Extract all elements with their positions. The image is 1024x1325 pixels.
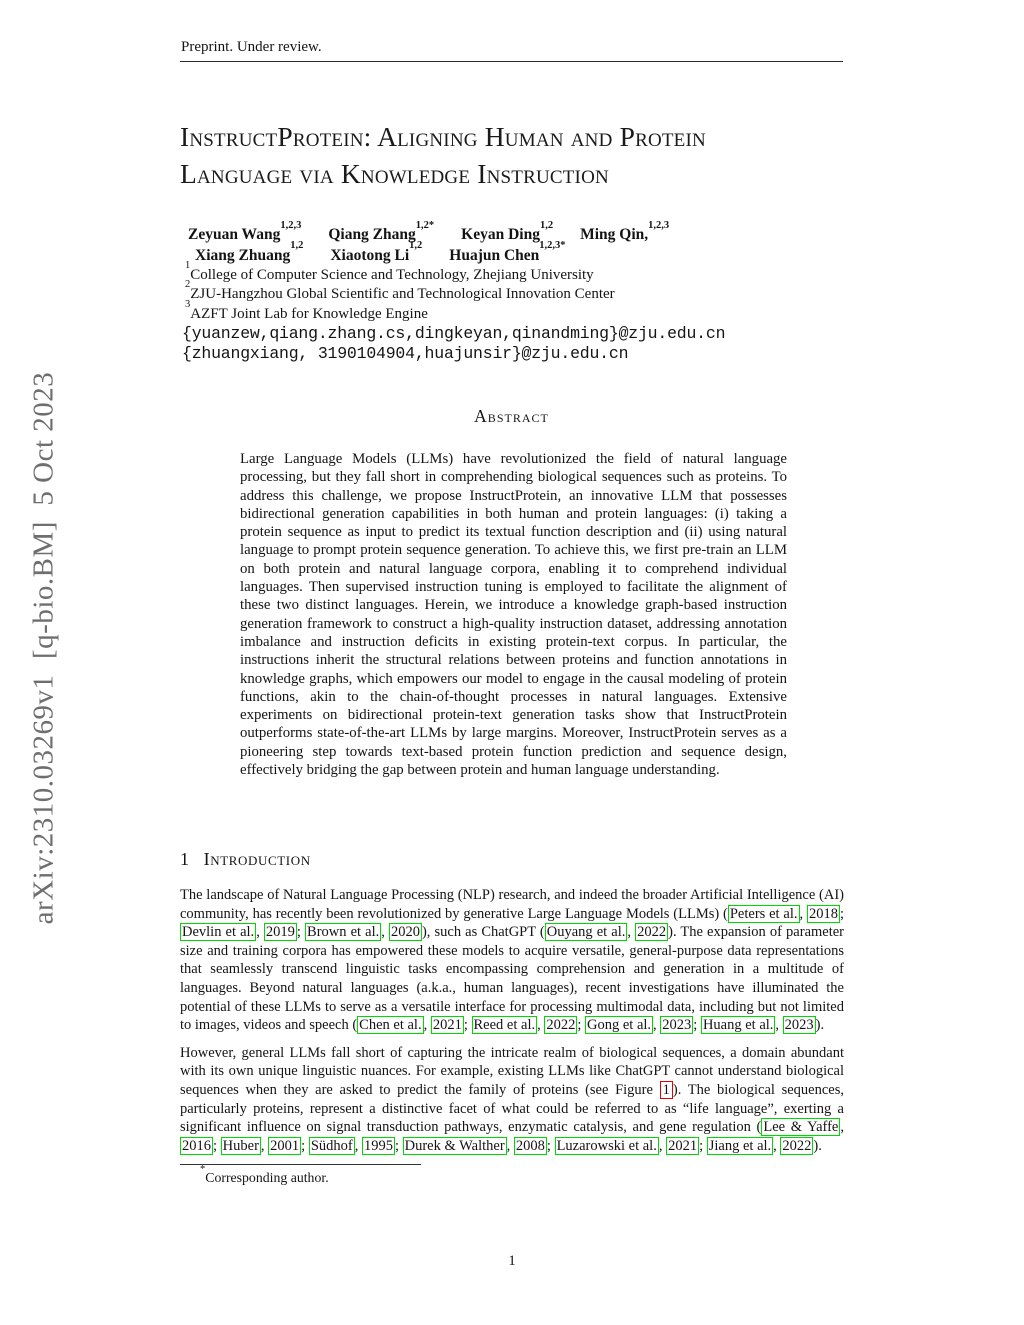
affiliations bbox=[182, 260, 852, 324]
footnote-rule bbox=[180, 1164, 421, 1165]
paper-title bbox=[180, 119, 870, 192]
citation-link[interactable]: Gong et al. bbox=[587, 1017, 652, 1034]
page-number: 1 bbox=[508, 1253, 516, 1269]
header-rule bbox=[180, 61, 843, 62]
citation-link[interactable]: 2018 bbox=[808, 905, 838, 922]
citation-link[interactable]: 2020 bbox=[390, 924, 420, 941]
citation-link[interactable]: Peters et al. bbox=[729, 905, 798, 922]
affiliation-text: College of Computer Science and Technology, Zhejiang University bbox=[190, 267, 594, 283]
author-affil-sup: 1,2,3 bbox=[648, 219, 670, 231]
author-name: Ming Qin,$^{1,2,3}$ bbox=[580, 219, 670, 243]
paragraph: However, general LLMs fall short of capturing the intricate realm of biological sequences, a domain abundant with its own unique linguistic nuances. For example, existing LLMs like ChatGPT cannot understand biological sequences when they are asked to predict the family of proteins (see Figure 1 ). The biological sequences, particularly proteins, represent a distinctive facet of what could be referred to as “life language”, exerting a significant influence on signal transduction pathways, enzymatic catalysis, and gene regulation ( Lee & Yaffe , 2016 ; Huber , 2001 ; Südhof , 1995 ; Durek & Walther , 2008 ; Luzarowski et al. , 2021 ; Jiang et al. , 2022 ). bbox=[180, 1044, 844, 1154]
author-affil-sup: 1,2,3* bbox=[539, 240, 566, 252]
section-heading-introduction bbox=[180, 849, 844, 870]
citation-link[interactable]: 2022 bbox=[637, 924, 667, 941]
author-name: Zeyuan Wang$^{1,2,3}$ bbox=[188, 219, 302, 243]
citation-link[interactable]: 2008 bbox=[515, 1137, 545, 1154]
paper-title-line1: InstructProtein: Aligning Human and Protein bbox=[180, 121, 706, 152]
footnote-marker: * bbox=[200, 1163, 206, 1175]
author-name: Keyan Ding$^{1,2}$ bbox=[461, 219, 554, 243]
author-name: Qiang Zhang$^{1,2*}$ bbox=[328, 219, 435, 243]
author-name: Xiang Zhuang$^{1,2}$ bbox=[195, 240, 304, 264]
author-rows bbox=[182, 219, 852, 266]
citation-link[interactable]: 1995 bbox=[363, 1137, 393, 1154]
citation-link[interactable]: Lee & Yaffe bbox=[763, 1119, 839, 1136]
affiliation-sup: 3 bbox=[185, 298, 191, 310]
author-affil-sup: 1,2 bbox=[290, 240, 304, 252]
citation-link[interactable]: Ouyang et al. bbox=[546, 924, 626, 941]
citation-link[interactable]: 2021 bbox=[432, 1017, 462, 1034]
citation-link[interactable]: Devlin et al. bbox=[182, 924, 255, 941]
citation-link[interactable]: 2016 bbox=[182, 1137, 211, 1154]
citation-link[interactable]: 2021 bbox=[668, 1137, 698, 1154]
affiliation-text: AZFT Joint Lab for Knowledge Engine bbox=[190, 305, 428, 322]
abstract-text: Large Language Models (LLMs) have revolutionized the field of natural language processing, but they fall short in comprehending biological sequences such as proteins. To address this challenge, we propose InstructProtein, an innovative LLM that possesses bidirectional generation capabilities in both human and protein languages: (i) taking a protein sequence as input to predict its textual function description and (ii) using natural language to prompt protein sequence generation. To achieve this, we first pre-train an LLM on both protein and natural language corpora, enabling it to comprehend individual languages. Then supervised instruction tuning is employed to facilitate the alignment of these two distinct languages. Herein, we introduce a knowledge graph-based instruction generation framework to construct a high-quality instruction dataset, addressing annotation imbalance and instruction deficits in existing protein-text corpus. In particular, the instructions inherit the structural relations between proteins and function annotations in knowledge graphs, which empowers our model to engage in the causal modeling of protein functions, akin to the chain-of-thought processes in natural languages. Extensive experiments on bidirectional protein-text generation tasks show that InstructProtein outperforms state-of-the-art LLMs by large margins. Moreover, InstructProtein serves as a pioneering step towards text-based protein function prediction and sequence design, effectively bridging the gap between protein and human language understanding. bbox=[240, 451, 787, 779]
figure-ref-link[interactable]: 1 bbox=[660, 1081, 673, 1099]
author-affil-sup: 1,2* bbox=[415, 219, 435, 231]
citation-link[interactable]: 2022 bbox=[782, 1137, 812, 1154]
citation-link[interactable]: Huber bbox=[222, 1137, 259, 1154]
introduction-paragraphs bbox=[180, 886, 844, 1155]
footnote-text bbox=[180, 1163, 844, 1186]
citation-link[interactable]: 2023 bbox=[662, 1017, 692, 1034]
author-name: Huajun Chen$^{1,2,3*}$ bbox=[449, 240, 566, 264]
email-line: {zhuangxiang, 3190104904,huajunsir}@zju.edu.cn bbox=[182, 343, 629, 363]
email-lines bbox=[182, 324, 852, 363]
footnote bbox=[180, 1164, 844, 1186]
preprint-label: Preprint. Under review. bbox=[181, 39, 322, 55]
citation-link[interactable]: Luzarowski et al. bbox=[556, 1137, 657, 1154]
author-affil-sup: 1,2 bbox=[539, 219, 554, 231]
author-affil-sup: 1,2,3 bbox=[280, 219, 302, 231]
citation-link[interactable]: 2019 bbox=[265, 924, 295, 941]
citation-link[interactable]: 2023 bbox=[784, 1017, 814, 1034]
citation-link[interactable]: Durek & Walther bbox=[404, 1137, 505, 1154]
citation-link[interactable]: 2001 bbox=[270, 1137, 300, 1154]
main-column bbox=[180, 849, 844, 1186]
citation-link[interactable]: 2022 bbox=[546, 1017, 576, 1034]
abstract-heading: Abstract bbox=[474, 406, 549, 426]
author-affil-sup: 1,2 bbox=[409, 240, 423, 252]
citation-link[interactable]: Chen et al. bbox=[359, 1017, 422, 1034]
authors-block bbox=[182, 219, 852, 363]
affiliation-sup: 2 bbox=[185, 279, 191, 291]
author-row bbox=[182, 240, 852, 267]
section-title: Introduction bbox=[203, 849, 311, 869]
affiliation-text: ZJU-Hangzhou Global Scientific and Technological Innovation Center bbox=[190, 286, 615, 303]
paper-title-line2: Language via Knowledge Instruction bbox=[180, 157, 609, 189]
section-number: 1 bbox=[180, 849, 190, 869]
author-row bbox=[182, 219, 852, 246]
affiliation-line bbox=[182, 279, 852, 304]
arxiv-watermark: arXiv:2310.03269v1 [q-bio.BM] 5 Oct 2023 bbox=[27, 371, 60, 925]
citation-link[interactable]: Südhof bbox=[310, 1137, 353, 1154]
footnote-label: Corresponding author. bbox=[205, 1170, 329, 1186]
affiliation-sup: 1 bbox=[185, 260, 191, 271]
affiliation-line bbox=[182, 298, 852, 324]
email-line: {yuanzew,qiang.zhang.cs,dingkeyan,qinandming}@zju.edu.cn bbox=[182, 324, 726, 344]
paragraph: The landscape of Natural Language Processing (NLP) research, and indeed the broader Artificial Intelligence (AI) community, has recently been revolutionized by generative Large Language Models (LLMs) ( Peters et al. , 2018 ; Devlin et al. , 2019 ; Brown et al. , 2020 ), such as ChatGPT ( Ouyang et al. , 2022 ). The expansion of parameter size and training corpora has empowered these models to acquire versatile, general-purpose data representations that seamlessly transcend linguistic tasks encompassing comprehension and generation in a multitude of languages. Beyond natural languages (a.k.a., human languages), recent investigations have illuminated the potential of these LLMs to serve as a versatile interface for processing multimodal data, including but not limited to images, videos and speech ( Chen et al. , 2021 ; Reed et al. , 2022 ; Gong et al. , 2023 ; Huang et al. , 2023 ). bbox=[180, 887, 845, 1034]
author-name: Xiaotong Li$^{1,2}$ bbox=[330, 240, 423, 264]
citation-link[interactable]: Reed et al. bbox=[473, 1017, 536, 1034]
citation-link[interactable]: Huang et al. bbox=[702, 1017, 774, 1034]
affiliation-line bbox=[182, 260, 852, 285]
citation-link[interactable]: Brown et al. bbox=[307, 924, 380, 941]
citation-link[interactable]: Jiang et al. bbox=[708, 1137, 772, 1154]
